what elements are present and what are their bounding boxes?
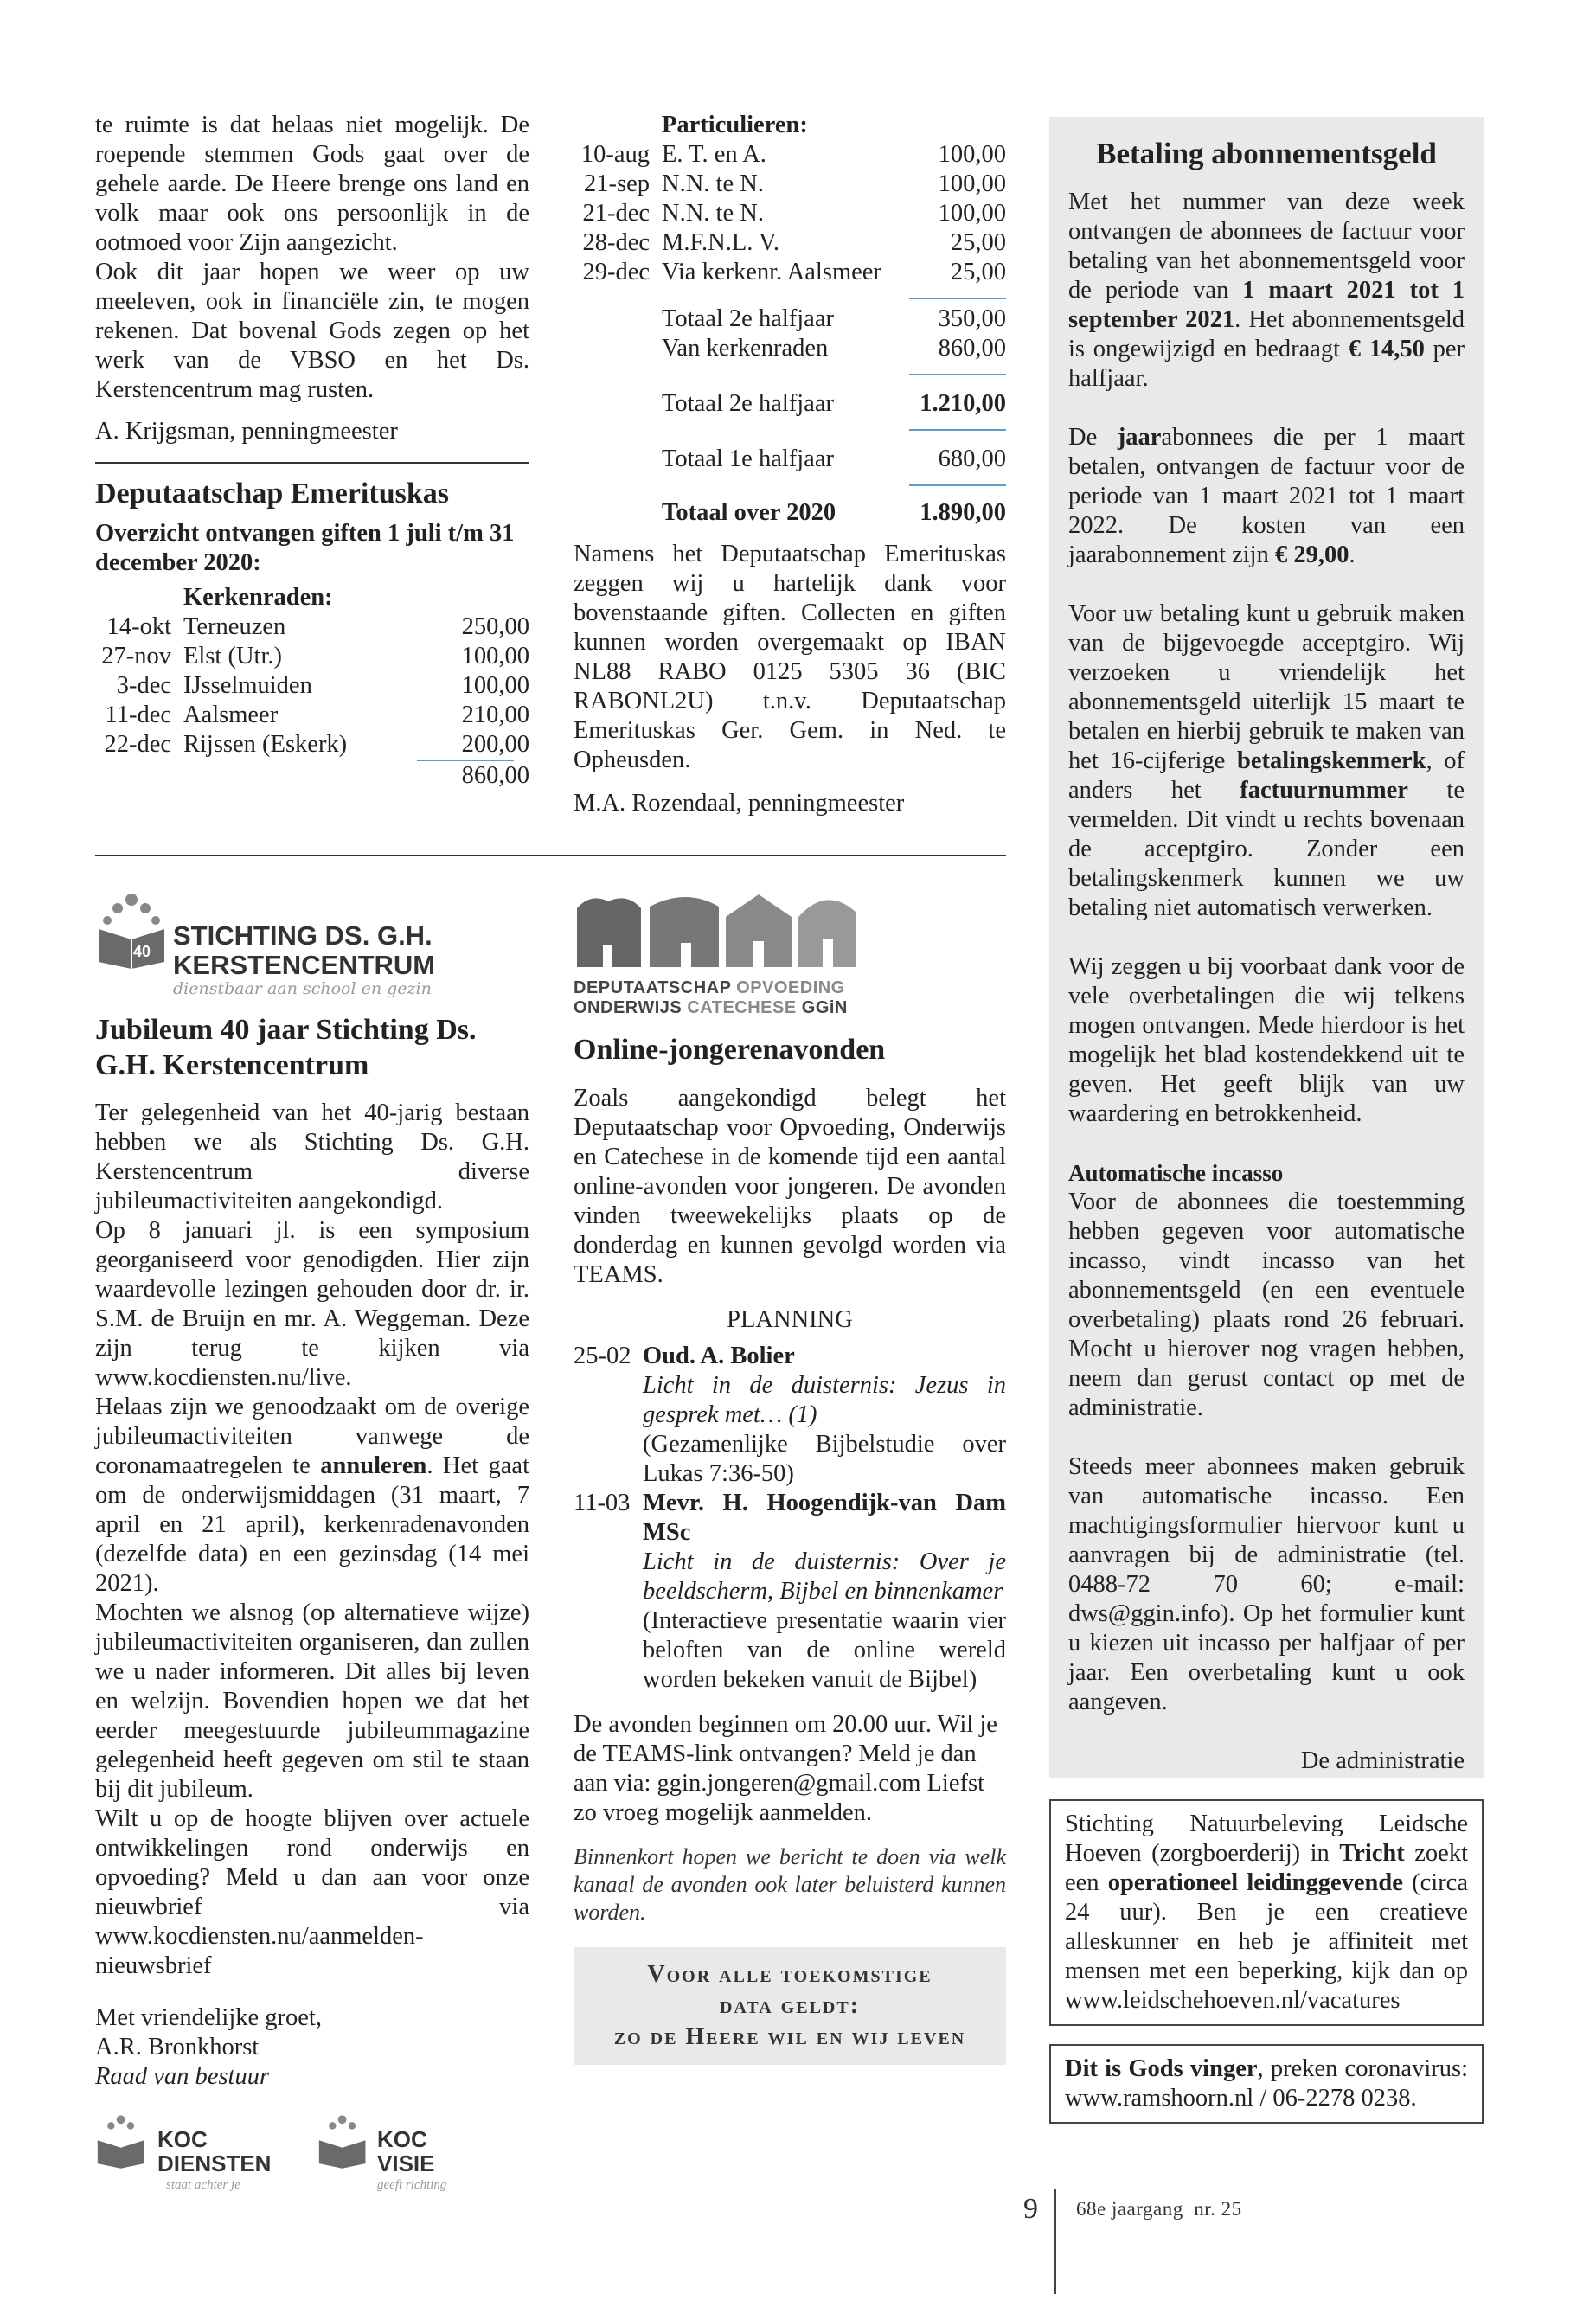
jubileum-p3: Helaas zijn we genoodzaakt om de overige jubileumactiviteiten vanwege de coronamaatregelen te annuleren. Het gaat om de onderwijsmiddagen (31 maart, 7 april en 21 april), kerkenradenavonden (dezelfde data) en een gezinsdag (14 mei 2021). [95,1394,529,1597]
table-row: 11-dec Aalsmeer 210,00 [105,702,529,728]
totals-table [574,304,1006,363]
column-2-top [574,111,1006,818]
callout-box: Voor alle toekomstige data geldt: zo de Heere wil en wij leven [574,1947,1006,2065]
footer-divider [1054,2189,1056,2294]
emerituskas-subtitle: Overzicht ontvangen giften 1 juli t/m 31 december 2020: [95,520,515,576]
logo-line-1: STICHTING DS. G.H. [173,920,433,951]
divider [95,462,529,464]
table-row: 28-dec M.F.N.L. V. 25,00 [582,229,1006,256]
jubileum-p5: Wilt u op de hoogte blijven over actuele ontwikkelingen rond onderwijs en opvoeding? Meld u dan aan voor onze nieuwbrief via www.kocdiensten.nu/aanmelden-nieuwsbrief [95,1805,529,1979]
event-item: 25-02 Oud. A. Bolier Licht in de duisternis: Jezus in gesprek met… (1) (Gezamenlijke Bijbelstudie over Lukas 7:36-50) [574,1343,1006,1487]
table-row: 3-dec IJsselmuiden 100,00 [116,672,529,699]
logo-tagline: dienstbaar aan school en gezin [173,979,432,998]
abonnement-p4: Wij zeggen u bij voorbaat dank voor de vele overbetalingen die wij telkens mogen ontvangen. Mede hierdoor is het mogelijk het blad kostendekkend uit te geven. Het geeft blijk van uw waardering en betrokkenheid. [1068,953,1465,1127]
event-list [574,1342,1006,1695]
kerstencentrum-logo [95,891,529,998]
planning-header: PLANNING [727,1306,853,1333]
jubileum-p1: Ter gelegenheid van het 40-jarig bestaan hebben we als Stichting Ds. G.H. Kerstencentrum diverse jubileumactiviteiten aangekondigd. [95,1099,529,1215]
table-row: 27-nov Elst (Utr.) 100,00 [101,643,529,670]
abonnement-title: Betaling abonnementsgeld [1096,137,1437,170]
abonnement-p5: Voor de abonnees die toestemming hebben gegeven voor automatische incasso, vindt incasso van het abonnementsgeld (en een eventuele overbetaling) plaats rond 26 februari. Mocht u hierover nog vragen hebben, neem dan gerust contact op met de administratie. [1068,1189,1465,1421]
page-number: 9 [1023,2193,1038,2225]
houses-icon [574,891,859,969]
table-row: 10-aug E. T. en A. 100,00 [580,141,1006,168]
jubileum-p2: Op 8 januari jl. is een symposium georganiseerd voor genodigden. Hier zijn waardevolle lezingen gehouden door dr. ir. S.M. de Bruijn en mr. A. Weggeman. Deze zijn terug te kijken via www.kocdiensten.nu/live. [95,1217,529,1391]
logo-badge: 40 [133,943,151,960]
abonnement-p2: De jaarabonnees die per 1 maart betalen, ontvangen de factuur voor de periode van 1 maart 2021 tot 1 maart 2022. De kosten van een jaarabonnement zijn € 29,00. [1068,424,1465,568]
koc-visie-icon [317,2111,369,2171]
emerituskas-thanks: Namens het Deputaatschap Emerituskas zeggen wij u hartelijk dank voor bovenstaande giften. Collecten en giften kunnen worden overgemaakt op IBAN NL88 RABO 0125 5305 36 (BIC RABONL2U) t.n.v. Deputaatschap Emerituskas Ger. Gem. in Ned. te Opheusden. [574,541,1006,773]
jongeren-section [574,891,1006,2065]
jubileum-p4: Mochten we alsnog (op alternatieve wijze) jubileumactiviteiten organiseren, dan zullen we u nader informeren. Dit alles bij leven en welzijn. Bovendien hopen we dat het eerder meegestuurde jubileummagazine gelegenheid heeft gegeven om stil te staan bij dit jubileum. [95,1599,529,1803]
koc-diensten-icon [95,2111,147,2171]
bronkhorst-name: A.R. Bronkhorst [95,2034,260,2061]
krijgsman-signature: A. Krijgsman, penningmeester [95,418,398,445]
doc-logo-line-1: DEPUTAATSCHAP OPVOEDING [574,978,845,997]
rozendaal-signature: M.A. Rozendaal, penningmeester [574,790,905,817]
table-row: 21-sep N.N. te N. 100,00 [584,170,1006,197]
book-people-icon [95,891,169,969]
particulieren-header: Particulieren: [662,112,808,138]
kerkenraden-total: 860,00 [461,762,529,789]
koc-logos: KOC DIENSTEN staat achter je KOC VISIE geeft richting [95,2111,529,2197]
emerituskas-title: Deputaatschap Emerituskas [95,478,449,510]
logo-line-2: KERSTENCENTRUM [173,950,436,980]
table-row: 14-okt Terneuzen 250,00 [106,613,529,640]
abonnement-p3: Voor uw betaling kunt u gebruik maken van de bijgevoegde acceptgiro. Wij verzoeken u vriendelijk het abonnementsgeld uiterlijk 15 maart te betalen en hierbij gebruik te maken van het 16-cijferige betalingskenmerk, of anders het factuurnummer te vermelden. Dit vindt u rechts bovenaan de acceptgiro. Zonder een betalingskenmerk kunnen we uw betaling niet automatisch verwerken. [1068,600,1465,921]
abonnement-p1: Met het nummer van deze week ontvangen de abonnees de factuur voor betaling van het abonnementsgeld voor de periode van 1 maart 2021 tot 1 september 2021. Het abonnementsgeld is ongewijzigd en bedraagt € 14,50 per halfjaar. [1068,189,1465,392]
incasso-title: Automatische incasso [1068,1160,1284,1186]
administratie-signature: De administratie [1300,1747,1465,1774]
doc-ggin-logo [574,891,1006,1016]
table-row: 22-dec Rijssen (Eskerk) 200,00 [104,731,529,758]
intro-paragraph-2: Ook dit jaar hopen we weer op uw meeleven, ook in financiële zin, te mogen rekenen. Dat bovenal Gods zegen op het werk van de VBSO en het Ds. Kerstencentrum mag rusten. [95,259,529,403]
subtotal-rule [909,298,1006,299]
gods-vinger-ad: Dit is Gods vinger, preken coronavirus: www.ramshoorn.nl / 06-2278 0238. [1049,2044,1484,2124]
particulieren-table [574,140,1006,287]
total-1e-row: Totaal 1e halfjaar 680,00 [662,445,1006,472]
kerstencentrum-section [95,891,529,2197]
section-divider [95,855,1006,856]
jongeren-intro: Zoals aangekondigd belegt het Deputaatschap voor Opvoeding, Onderwijs en Catechese in de komende tijd een aantal online-avonden voor jongeren. De avonden vinden tweewekelijks plaats op de donderdag en kunnen gevolgd worden via TEAMS. [574,1085,1006,1288]
table-row: 29-dec Via kerkenr. Aalsmeer 25,00 [582,259,1006,285]
issue-label: 68e jaargang nr. 25 [1076,2198,1242,2220]
column-1 [95,111,529,791]
bronkhorst-role: Raad van bestuur [95,2063,270,2090]
intro-paragraph-1: te ruimte is dat helaas niet mogelijk. De roepende stemmen Gods gaat over de gehele aarde. De Heere brenge ons land en volk maar ook ons persoonlijk in de ootmoed voor Zijn aangezicht. [95,112,529,256]
table-row: 21-dec N.N. te N. 100,00 [582,200,1006,227]
jongeren-closing: De avonden beginnen om 20.00 uur. Wil je de TEAMS-link ontvangen? Meld je dan aan via: ggin.jongeren@gmail.com Liefst zo vroeg mogelijk aanmelden. [574,1711,997,1826]
table-row: Van kerkenraden 860,00 [662,335,1006,362]
jubileum-title: Jubileum 40 jaar Stichting Ds. G.H. Kerstencentrum [95,1014,477,1081]
event-item: 11-03 Mevr. H. Hoogendijk-van Dam MSc Licht in de duisternis: Over je beeldscherm, Bijbel en binnenkamer (Interactieve presentatie waarin vier beloften van de online wereld worden bekeken vanuit de Bijbel) [574,1490,1006,1693]
table-row: Totaal 2e halfjaar 350,00 [662,305,1006,332]
leidsche-ad: Stichting Natuurbeleving Leidsche Hoeven (zorgboerderij) in Tricht zoekt een operationeel leidinggevende (circa 24 uur). Ben je een creatieve alleskunner en heb je affiniteit met mensen met een beperking, kijk dan op www.leidschehoeven.nl/vacatures [1049,1799,1484,2026]
doc-logo-line-2: ONDERWIJS CATECHESE GGiN [574,998,848,1017]
abonnement-p6: Steeds meer abonnees maken gebruik van automatische incasso. Een machtigingsformulier hiervoor kunt u aanvragen bij de administratie (tel. 0488-72 70 60; e-mail: dws@ggin.info). Op het formulier kunt u kiezen uit incasso per halfjaar of per jaar. Een overbetaling kunt u ook aangeven. [1068,1453,1465,1715]
total-2020-row: Totaal over 2020 1.890,00 [662,499,1006,526]
kerkenraden-table [95,612,529,760]
abonnement-box [1049,117,1484,1778]
total-2e-row: Totaal 2e halfjaar 1.210,00 [662,390,1006,417]
kerkenraden-header: Kerkenraden: [183,584,333,611]
greeting: Met vriendelijke groet, [95,2004,322,2031]
jongeren-title: Online-jongerenavonden [574,1034,886,1066]
jongeren-note: Binnenkort hopen we bericht te doen via welk kanaal de avonden ook later beluisterd kunnen worden. [574,1844,1006,1925]
